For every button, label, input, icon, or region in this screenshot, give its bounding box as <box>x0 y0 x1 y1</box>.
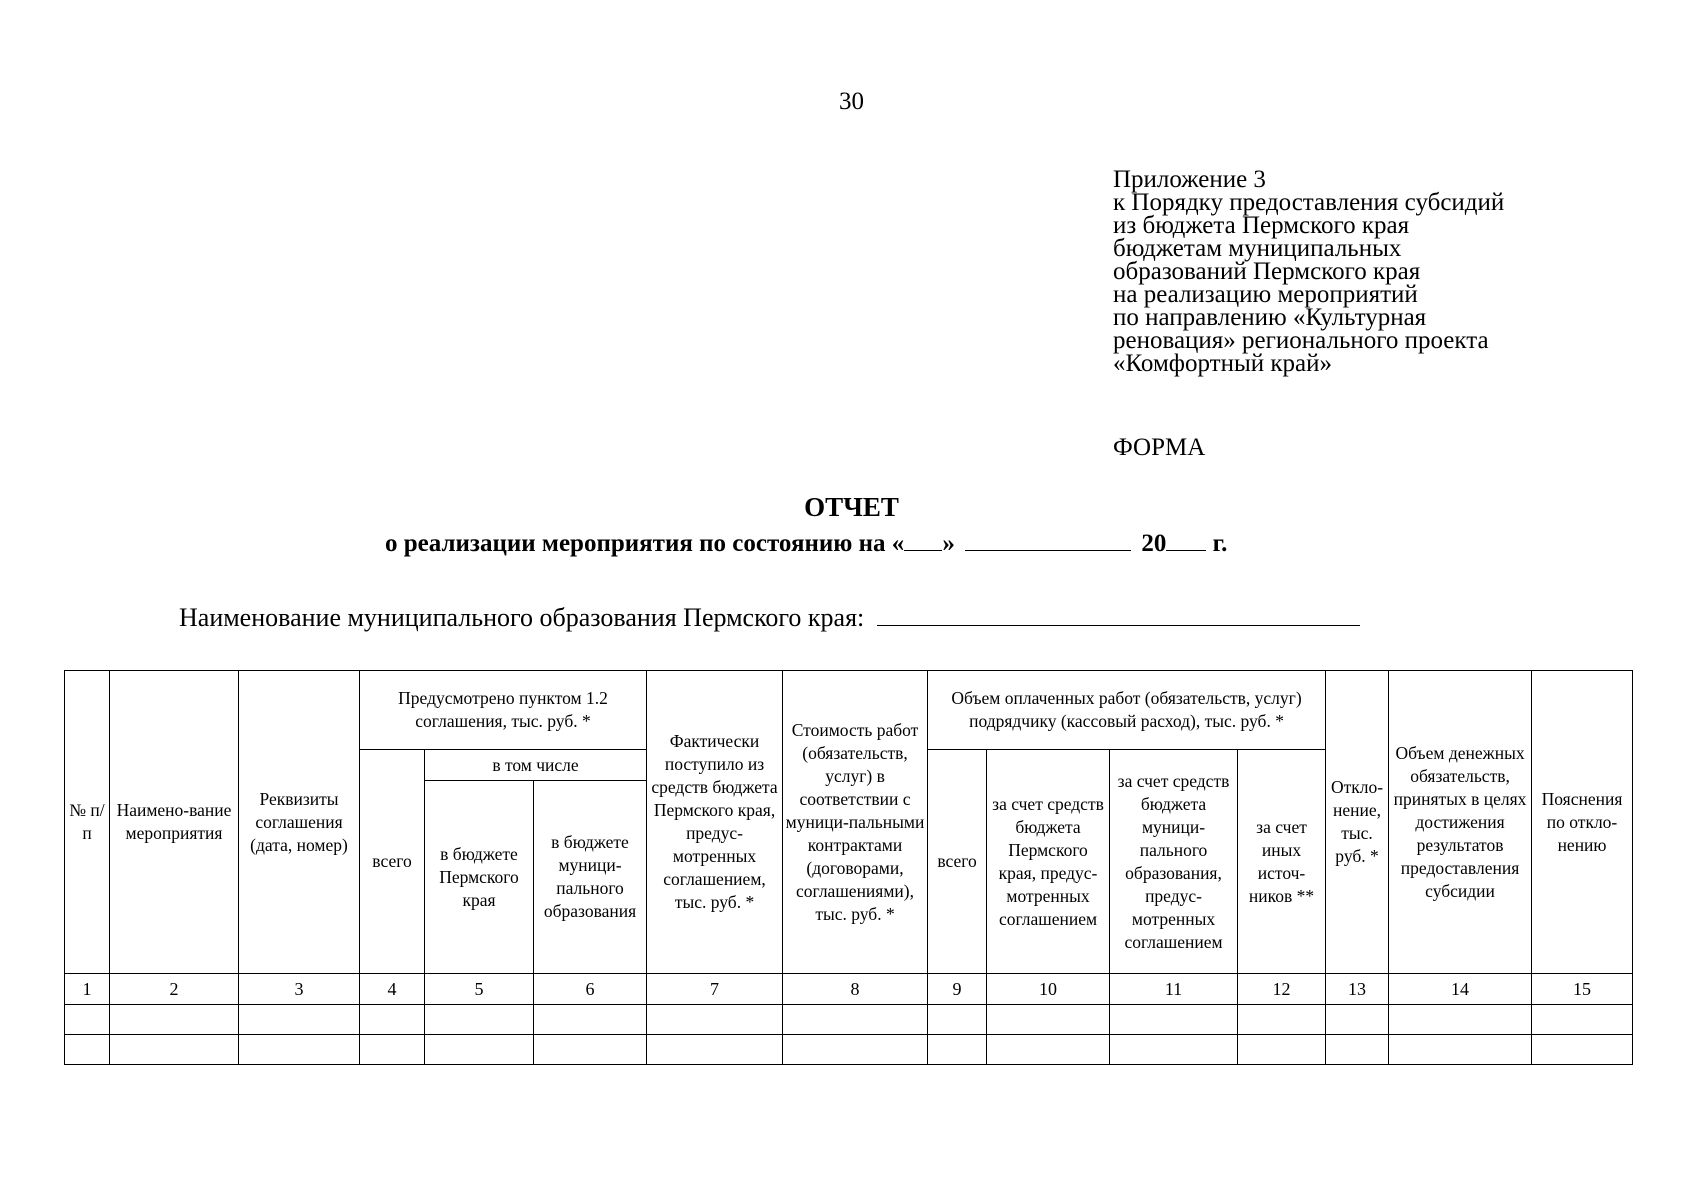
table-cell[interactable] <box>1238 1005 1326 1035</box>
page-number: 30 <box>839 88 864 115</box>
table-cell[interactable] <box>1326 1035 1389 1065</box>
column-number-row <box>65 974 1633 1005</box>
column-number: 7 <box>647 974 783 1005</box>
subtitle-suffix: г. <box>1206 530 1228 557</box>
table-cell[interactable] <box>65 1035 110 1065</box>
table-cell[interactable] <box>360 1005 425 1035</box>
header-event-name: Наимено-вание мероприятия <box>110 671 239 974</box>
table-cell[interactable] <box>65 1005 110 1035</box>
table-cell[interactable] <box>110 1005 239 1035</box>
column-number: 3 <box>239 974 360 1005</box>
appendix-line: Приложение 3 <box>1113 166 1266 193</box>
header-obligations: Объем денежных обязательств, принятых в целях достижения результатов предоставления субсидии <box>1389 671 1532 974</box>
table-cell[interactable] <box>110 1035 239 1065</box>
appendix-line: «Комфортный край» <box>1113 350 1332 377</box>
subtitle-year: 20 <box>1141 530 1167 557</box>
column-number: 15 <box>1532 974 1633 1005</box>
table-cell[interactable] <box>647 1005 783 1035</box>
header-paid-municipal: за счет средств бюджета муници-пального образования, предус-мотренных соглашением <box>1110 750 1238 974</box>
subtitle-mid: » <box>942 530 955 557</box>
table-cell[interactable] <box>1532 1005 1633 1035</box>
header-number: № п/п <box>65 671 110 974</box>
table-cell[interactable] <box>1326 1005 1389 1035</box>
appendix-line: на реализацию мероприятий <box>1113 281 1418 308</box>
year-blank[interactable] <box>1166 530 1206 551</box>
header-actual-received: Фактически поступило из средств бюджета Пермского края, предус-мотренных соглашением, тыс. руб. * <box>647 671 783 974</box>
table-cell[interactable] <box>647 1035 783 1065</box>
header-deviation: Откло-нение, тыс. руб. * <box>1326 671 1389 974</box>
header-municipal-budget: в бюджете муници-пального образования <box>534 781 647 974</box>
table-cell[interactable] <box>1110 1035 1238 1065</box>
header-provided-total: всего <box>360 750 425 974</box>
header-paid-regional: за счет средств бюджета Пермского края, предус-мотренных соглашением <box>987 750 1110 974</box>
column-number: 4 <box>360 974 425 1005</box>
appendix-line: из бюджета Пермского края <box>1113 212 1410 239</box>
municipality-blank[interactable] <box>877 603 1360 626</box>
column-number: 8 <box>783 974 928 1005</box>
column-number: 6 <box>534 974 647 1005</box>
table-cell[interactable] <box>928 1035 987 1065</box>
table-cell[interactable] <box>534 1005 647 1035</box>
column-number: 2 <box>110 974 239 1005</box>
header-contract-cost: Стоимость работ (обязательств, услуг) в соответствии с муници-пальными контрактами (договорами, соглашениями), тыс. руб. * <box>783 671 928 974</box>
header-explanations: Пояснения по откло-нению <box>1532 671 1633 974</box>
header-paid-total: всего <box>928 750 987 974</box>
month-blank[interactable] <box>965 530 1131 551</box>
table-cell[interactable] <box>360 1035 425 1065</box>
table-cell[interactable] <box>1238 1035 1326 1065</box>
table-cell[interactable] <box>1389 1035 1532 1065</box>
table-cell[interactable] <box>1532 1035 1633 1065</box>
column-number: 9 <box>928 974 987 1005</box>
day-blank[interactable] <box>904 530 942 551</box>
report-subtitle <box>385 530 1227 558</box>
column-number: 11 <box>1110 974 1238 1005</box>
table-cell[interactable] <box>1389 1005 1532 1035</box>
table-cell[interactable] <box>987 1035 1110 1065</box>
table-cell[interactable] <box>425 1035 534 1065</box>
table-cell[interactable] <box>239 1005 360 1035</box>
appendix-line: бюджетам муниципальных <box>1113 235 1402 262</box>
table-cell[interactable] <box>534 1035 647 1065</box>
column-number: 5 <box>425 974 534 1005</box>
table-row <box>65 1035 1633 1065</box>
table-row <box>65 1005 1633 1035</box>
report-title: ОТЧЕТ <box>804 492 899 522</box>
subtitle-prefix: о реализации мероприятия по состоянию на « <box>385 530 905 557</box>
appendix-line: образований Пермского края <box>1113 258 1421 285</box>
appendix-line: реновация» регионального проекта <box>1113 327 1489 354</box>
table-cell[interactable] <box>987 1005 1110 1035</box>
header-group-provided: Предусмотрено пунктом 1.2 соглашения, тыс. руб. * <box>360 671 647 750</box>
header-including: в том числе <box>425 750 647 781</box>
form-label: ФОРМА <box>1113 434 1206 461</box>
header-regional-budget: в бюджете Пермского края <box>425 781 534 974</box>
table-cell[interactable] <box>928 1005 987 1035</box>
column-number: 1 <box>65 974 110 1005</box>
header-group-paid: Объем оплаченных работ (обязательств, услуг) подрядчику (кассовый расход), тыс. руб. * <box>928 671 1326 750</box>
table-cell[interactable] <box>783 1035 928 1065</box>
column-number: 14 <box>1389 974 1532 1005</box>
column-number: 10 <box>987 974 1110 1005</box>
column-number: 12 <box>1238 974 1326 1005</box>
table-cell[interactable] <box>783 1005 928 1035</box>
municipality-line <box>179 603 1360 633</box>
report-table <box>64 670 1633 1065</box>
appendix-line: по направлению «Культурная <box>1113 304 1427 331</box>
table-cell[interactable] <box>239 1035 360 1065</box>
municipality-label: Наименование муниципального образования Пермского края: <box>179 603 865 632</box>
table-cell[interactable] <box>1110 1005 1238 1035</box>
appendix-block <box>1113 168 1504 375</box>
header-paid-other: за счет иных источ-ников ** <box>1238 750 1326 974</box>
table-cell[interactable] <box>425 1005 534 1035</box>
column-number: 13 <box>1326 974 1389 1005</box>
appendix-line: к Порядку предоставления субсидий <box>1113 189 1505 216</box>
header-agreement-details: Реквизиты соглашения (дата, номер) <box>239 671 360 974</box>
